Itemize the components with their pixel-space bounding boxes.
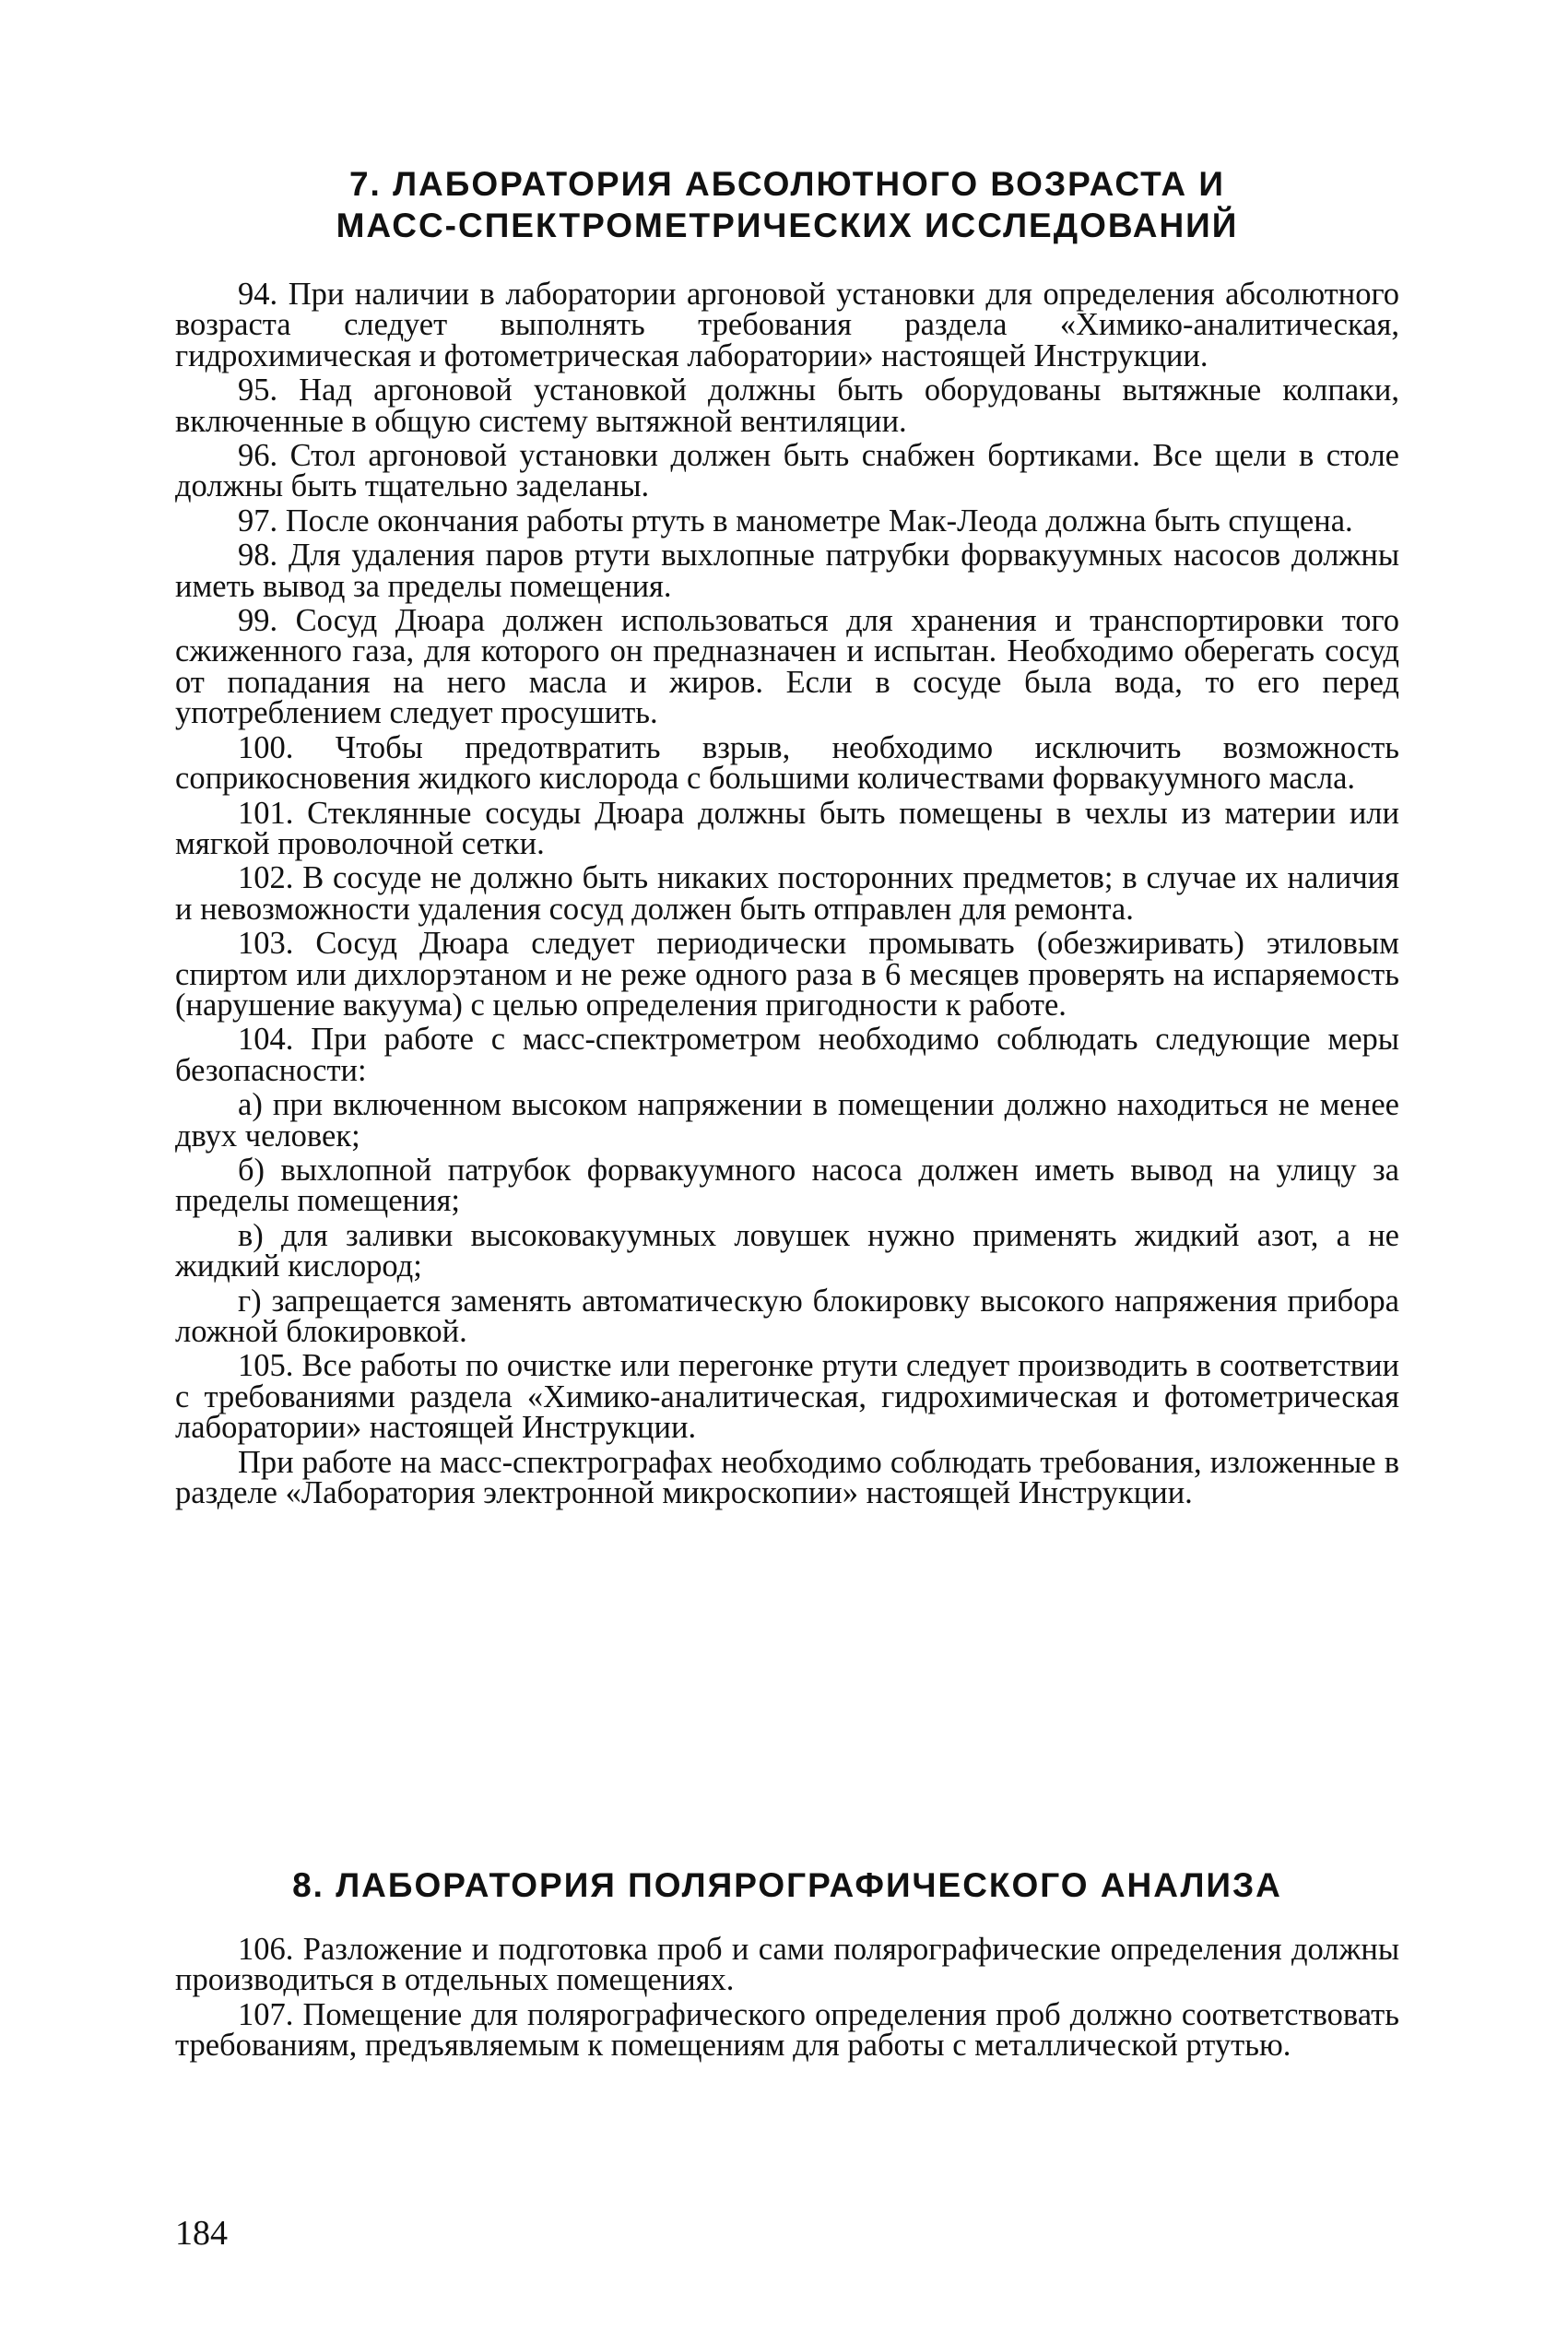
paragraph-107: 107. Помещение для полярографического определения проб должно соответствовать требованиям, предъявляемым к помещениям для работы с металлической ртутью. [175, 1996, 1399, 2064]
section-7-heading [175, 163, 1399, 246]
paragraph-103: 103. Сосуд Дюара следует периодически промывать (обезжиривать) этиловым спиртом или дихлорэтаном и не реже одного раза в 6 месяцев проверять на испаряемость (нарушение вакуума) с целью определения пригодности к работе. [175, 926, 1399, 1023]
section-8-heading [175, 1864, 1399, 1906]
paragraph-101: 101. Стеклянные сосуды Дюара должны быть помещены в чехлы из материи или мягкой проволочной сетки. [175, 795, 1399, 861]
section-7-body [175, 279, 1399, 1512]
paragraph-95: 95. Над аргоновой установкой должны быть оборудованы вытяжные колпаки, включенные в общую систему вытяжной вентиляции. [175, 373, 1399, 439]
paragraph-96: 96. Стол аргоновой установки должен быть снабжен бортиками. Все щели в столе должны быть тщательно заделаны. [175, 438, 1399, 504]
paragraph-104-a: а) при включенном высоком напряжении в помещении должно находиться не менее двух человек; [175, 1087, 1399, 1154]
paragraph-104-b: б) выхлопной патрубок форвакуумного насоса должен иметь вывод на улицу за пределы помещения; [175, 1152, 1399, 1219]
section-7-heading-line-1: 7. ЛАБОРАТОРИЯ АБСОЛЮТНОГО ВОЗРАСТА И [348, 165, 1226, 203]
paragraph-106: 106. Разложение и подготовка проб и сами полярографические определения должны производиться в отдельных помещениях. [175, 1932, 1399, 1998]
paragraph-104-g: г) запрещается заменять автоматическую блокировку высокого напряжения прибора ложной блокировкой. [175, 1283, 1399, 1349]
paragraph-mass-spectrographs: При работе на масс-спектрографах необходимо соблюдать требования, изложенные в разделе «Лаборатория электронной микроскопии» настоящей Инструкции. [175, 1444, 1399, 1511]
paragraph-100: 100. Чтобы предотвратить взрыв, необходимо исключить возможность соприкосновения жидкого кислорода с большими количествами форвакуумного масла. [175, 729, 1399, 797]
paragraph-104: 104. При работе с масс-спектрометром необходимо соблюдать следующие меры безопасности: [175, 1022, 1399, 1088]
section-8-body [175, 1932, 1399, 2065]
paragraph-94: 94. При наличии в лаборатории аргоновой установки для определения абсолютного возраста следует выполнять требования раздела «Химико-аналитическая, гидрохимическая и фотометрическая лаборатории» настоящей Инструкции. [175, 277, 1399, 373]
section-8-heading-text: 8. ЛАБОРАТОРИЯ ПОЛЯРОГРАФИЧЕСКОГО АНАЛИЗА [292, 1866, 1282, 1904]
section-7-heading-line-2: МАСС-СПЕКТРОМЕТРИЧЕСКИХ ИССЛЕДОВАНИЙ [336, 207, 1239, 244]
paragraph-98: 98. Для удаления паров ртути выхлопные патрубки форвакуумных насосов должны иметь вывод за пределы помещения. [175, 538, 1399, 604]
paragraph-105: 105. Все работы по очистке или перегонке ртути следует производить в соответствии с требованиями раздела «Химико-аналитическая, гидрохимическая и фотометрическая лаборатории» настоящей Инструкции. [175, 1348, 1399, 1446]
paragraph-104-v: в) для заливки высоковакуумных ловушек нужно применять жидкий азот, а не жидкий кислород; [175, 1217, 1399, 1284]
paragraph-99: 99. Сосуд Дюара должен использоваться для хранения и транспортировки того сжиженного газа, для которого он предназначен и испытан. Необходимо оберегать сосуд от попадания на него масла и жиров. Если в сосуде была вода, то его перед употреблением следует просушить. [175, 603, 1399, 731]
document-page [175, 0, 1399, 2331]
page-number: 184 [175, 2214, 228, 2253]
paragraph-97: 97. После окончания работы ртуть в манометре Мак-Леода должна быть спущена. [238, 503, 1353, 538]
paragraph-102: 102. В сосуде не должно быть никаких посторонних предметов; в случае их наличия и невозможности удаления сосуд должен быть отправлен для ремонта. [175, 860, 1399, 927]
